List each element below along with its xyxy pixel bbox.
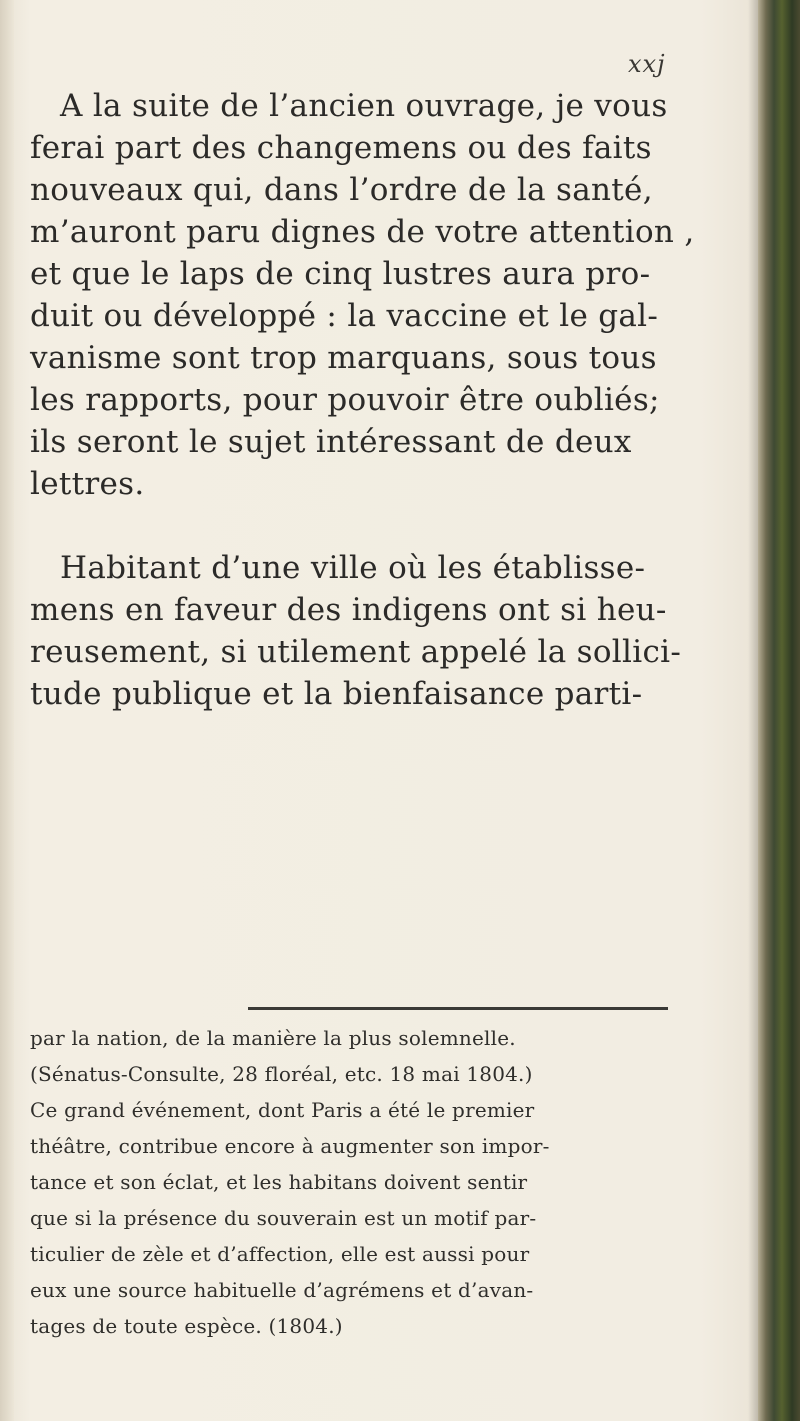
footnote-rule <box>248 1007 668 1010</box>
footnote-line: que si la présence du souverain est un motif par- <box>30 1206 537 1230</box>
footnote-line: (Sénatus-Consulte, 28 floréal, etc. 18 mai 1804.) <box>30 1062 533 1086</box>
book-binding <box>758 0 800 1421</box>
text-line: et que le laps de cinq lustres aura pro- <box>30 256 651 292</box>
text-line: ils seront le sujet intéressant de deux <box>30 424 632 460</box>
page-left-edge <box>0 0 14 1421</box>
text-line: tude publique et la bienfaisance parti- <box>30 676 643 712</box>
text-line: Habitant d’une ville où les établisse- <box>60 550 646 586</box>
text-line: nouveaux qui, dans l’ordre de la santé, <box>30 172 653 208</box>
footnote-line: eux une source habituelle d’agrémens et d’avan- <box>30 1278 534 1302</box>
footnote-line: Ce grand événement, dont Paris a été le premier <box>30 1098 535 1122</box>
text-line: mens en faveur des indigens ont si heu- <box>30 592 667 628</box>
text-line: m’auront paru dignes de votre attention , <box>30 214 695 250</box>
footnote-line: tages de toute espèce. (1804.) <box>30 1314 343 1338</box>
page-folio: xxj <box>628 50 666 78</box>
text-line: reusement, si utilement appelé la sollici- <box>30 634 682 670</box>
footnote-line: théâtre, contribue encore à augmenter son impor- <box>30 1134 550 1158</box>
text-line: duit ou développé : la vaccine et le gal- <box>30 298 659 334</box>
text-line: les rapports, pour pouvoir être oubliés; <box>30 382 660 418</box>
text-line: ferai part des changemens ou des faits <box>30 130 652 166</box>
text-line: vanisme sont trop marquans, sous tous <box>30 340 657 376</box>
footnote-line: tance et son éclat, et les habitans doivent sentir <box>30 1170 528 1194</box>
text-line: lettres. <box>30 466 145 502</box>
text-line: A la suite de l’ancien ouvrage, je vous <box>60 88 668 124</box>
footnote-line: ticulier de zèle et d’affection, elle est aussi pour <box>30 1242 530 1266</box>
footnote-line: par la nation, de la manière la plus solemnelle. <box>30 1026 516 1050</box>
